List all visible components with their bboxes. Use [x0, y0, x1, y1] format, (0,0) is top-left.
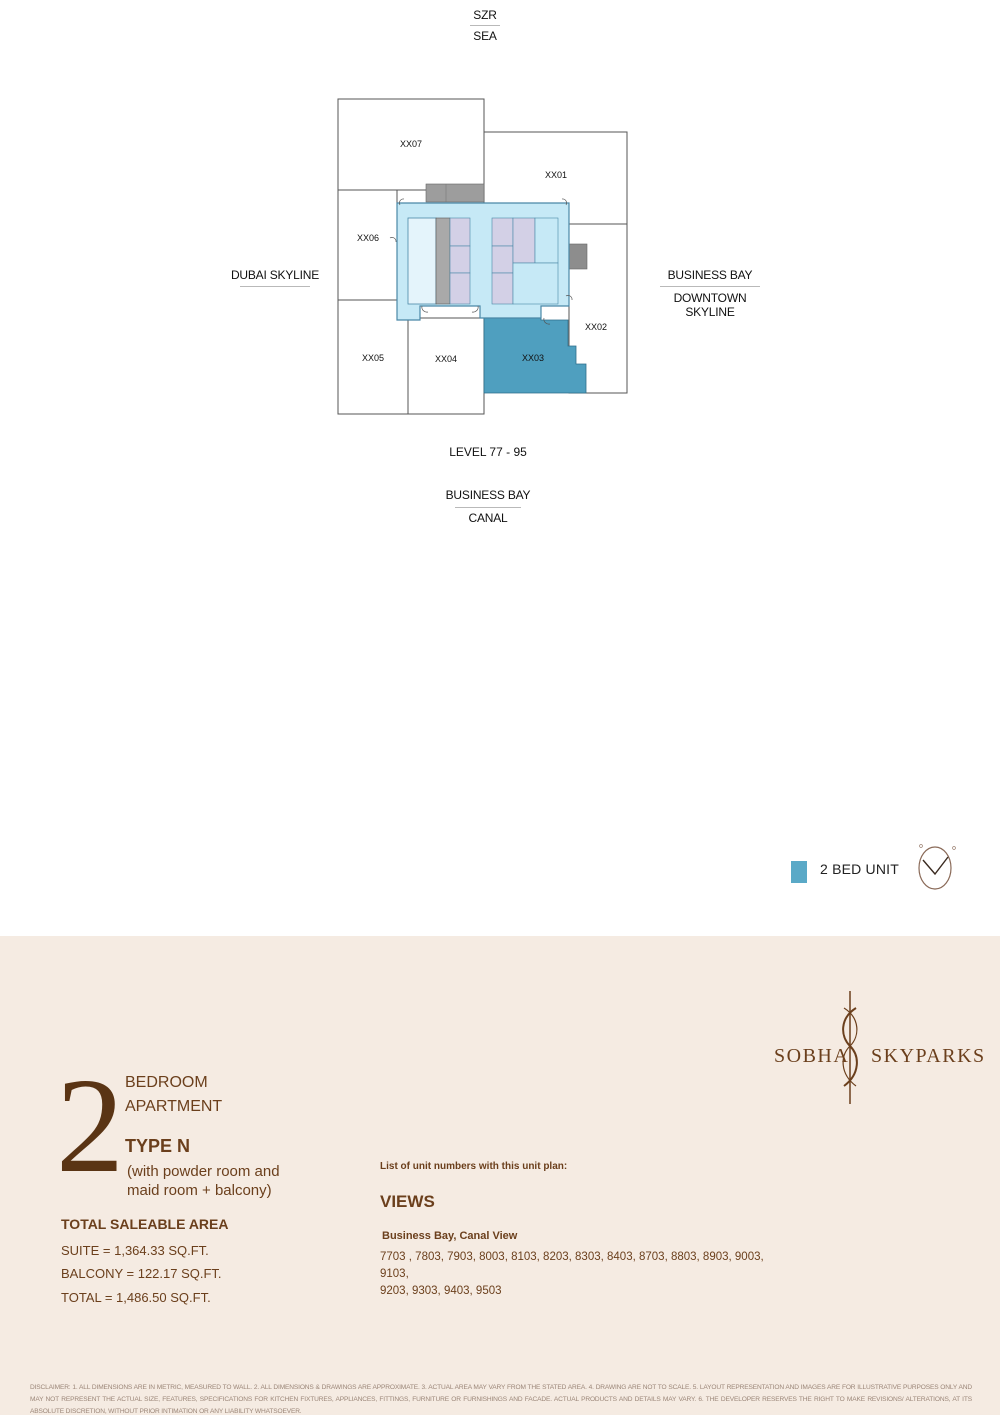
direction-east-bottom: DOWNTOWN SKYLINE	[673, 291, 747, 319]
unit-label-xx06: XX06	[356, 233, 380, 243]
bedroom-count: 2	[56, 1051, 124, 1201]
direction-south-bottom: CANAL	[468, 511, 508, 525]
views-heading: VIEWS	[380, 1192, 435, 1211]
direction-divider	[470, 25, 500, 26]
brand-left: SOBHA	[774, 1045, 850, 1067]
level-label: LEVEL 77 - 95	[449, 445, 527, 459]
area-suite: SUITE = 1,364.33 SQ.FT.	[61, 1243, 209, 1258]
direction-south-top: BUSINESS BAY	[445, 488, 531, 502]
direction-divider	[660, 286, 760, 287]
unit-list-heading: List of unit numbers with this unit plan:	[380, 1161, 568, 1172]
unit-label-xx03: XX03	[521, 353, 545, 363]
core-area	[397, 203, 569, 320]
apartment-kind	[125, 1071, 222, 1119]
floor-plan-diagram	[330, 90, 640, 430]
apartment-type: TYPE N	[125, 1136, 191, 1156]
area-balcony: BALCONY = 122.17 SQ.FT.	[61, 1266, 222, 1281]
area-heading: TOTAL SALEABLE AREA	[61, 1216, 229, 1232]
unit-label-xx01: XX01	[544, 170, 568, 180]
unit-number-line1: 7703 , 7803, 7903, 8003, 8103, 8203, 8303, 8403, 8703, 8803, 8903, 9003, 9103,	[380, 1251, 764, 1280]
apartment-type-note	[127, 1162, 327, 1200]
direction-west: DUBAI SKYLINE	[230, 268, 320, 282]
core-shaft	[426, 184, 484, 202]
direction-east-top: BUSINESS BAY	[667, 268, 753, 282]
apartment-kind-line1: BEDROOM	[125, 1074, 208, 1091]
unit-label-xx07: XX07	[399, 139, 423, 149]
direction-divider	[240, 286, 310, 287]
unit-number-line2: 9203, 9303, 9403, 9503	[380, 1285, 502, 1297]
core-shaft	[569, 244, 587, 269]
brand-right: SKYPARKS	[871, 1045, 986, 1067]
direction-north-bottom: SEA	[473, 29, 497, 43]
legend-label: 2 BED UNIT	[820, 861, 900, 877]
legend-swatch	[791, 861, 807, 883]
direction-north-top: SZR	[473, 8, 497, 22]
area-total: TOTAL = 1,486.50 SQ.FT.	[61, 1290, 211, 1305]
unit-xx06-shape	[338, 190, 397, 300]
unit-xx04-shape	[408, 318, 484, 414]
apartment-type-note-line2: maid room + balcony)	[127, 1182, 272, 1199]
compass-icon	[913, 842, 957, 892]
unit-label-xx02: XX02	[584, 322, 608, 332]
unit-label-xx04: XX04	[434, 354, 458, 364]
unit-number-list	[380, 1249, 780, 1300]
apartment-kind-line2: APARTMENT	[125, 1098, 223, 1115]
apartment-type-note-line1: (with powder room and	[127, 1163, 280, 1180]
unit-label-xx05: XX05	[361, 353, 385, 363]
direction-divider	[455, 507, 521, 508]
view-name: Business Bay, Canal View	[382, 1230, 518, 1242]
disclaimer: DISCLAIMER: 1. ALL DIMENSIONS ARE IN METRIC, MEASURED TO WALL. 2. ALL DIMENSIONS & DRAWINGS ARE APPROXIMATE. 3. ACTUAL AREA MAY VARY FROM THE STATED AREA. 4. DRAWING ARE NOT TO SCALE. 5. LAYOUT REPRESENTATION AND IMAGES ARE FOR ILLUSTRATIVE PURPOSES ONLY AND MAY NOT REPRESENT THE ACTUAL SIZE, FEATURES, SPECIFICATIONS FOR KITCHEN FIXTURES, APPLIANCES, FITTINGS, FURNITURE OR FURNISHINGS AND FACADE. ACTUAL PRODUCTS AND DETAILS MAY VARY. 6. THE DEVELOPER RESERVES THE RIGHT TO MAKE REVISIONS/ ALTERATIONS, AT ITS ABSOLUTE DISCRETION, WITHOUT PRIOR INTIMATION OR ANY LIABILITY WHATSOEVER.	[30, 1384, 972, 1415]
